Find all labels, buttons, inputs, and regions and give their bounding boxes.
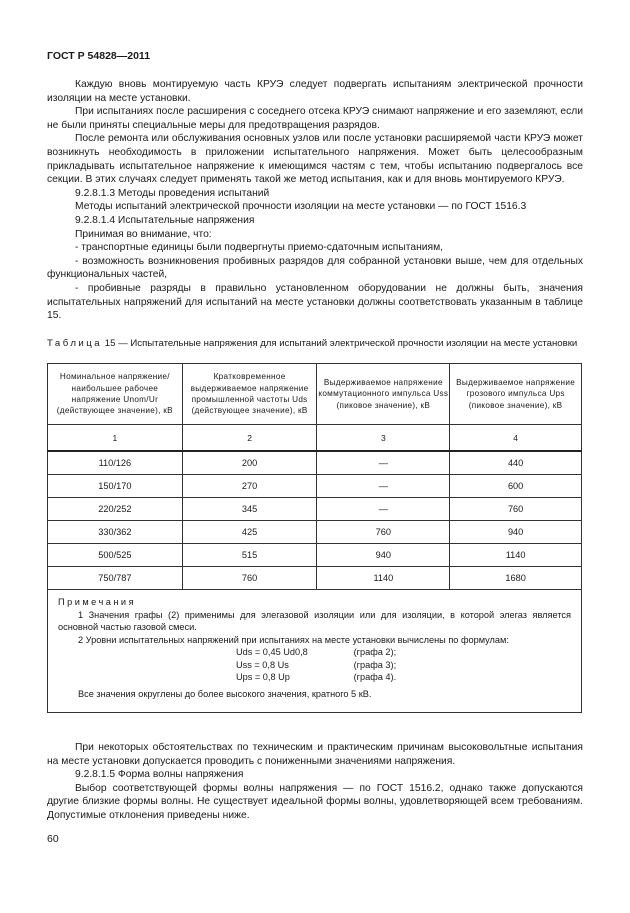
table-header-row bbox=[48, 364, 582, 425]
table-cell: 270 bbox=[182, 475, 317, 498]
table-cell: 220/252 bbox=[48, 498, 183, 521]
table-caption bbox=[47, 338, 583, 350]
list-item: - пробивные разряды в правильно установленном оборудовании не должны быть, значения испытательных напряжений для испытаний на месте установки должны соответствовать указанным в таблице 15. bbox=[47, 282, 583, 322]
table-cell: 345 bbox=[182, 498, 317, 521]
column-header: Выдерживаемое напряжение грозового импульса Ups (пиковое значение), кВ bbox=[450, 364, 582, 425]
table-cell: 150/170 bbox=[48, 475, 183, 498]
table-row bbox=[48, 475, 582, 498]
table-cell: 425 bbox=[182, 521, 317, 544]
table-row bbox=[48, 451, 582, 475]
table-cell: 330/362 bbox=[48, 521, 183, 544]
note-1: 1 Значения графы (2) применимы для элегазовой изоляции или для изоляции, в которой элегаз является основной частью газовой смеси. bbox=[58, 609, 571, 632]
list-item: - транспортные единицы были подвергнуты приемо-сдаточным испытаниям, bbox=[75, 242, 444, 254]
table-cell: 200 bbox=[182, 451, 317, 475]
table-notes bbox=[48, 590, 582, 713]
paragraph: При некоторых обстоятельствах по техническим и практическим причинам высоковольтные испытания на месте установки допускается проводить с пониженными значениями напряжения. bbox=[47, 742, 583, 767]
table-cell: — bbox=[317, 498, 450, 521]
list-item: - возможность возникновения пробивных разрядов для собранной установки выше, чем для отдельных функциональных частей, bbox=[47, 255, 583, 281]
column-number: 2 bbox=[182, 425, 317, 452]
test-voltage-table bbox=[47, 363, 582, 713]
column-number-row bbox=[48, 425, 582, 452]
formula: Uss = 0,8 Us bbox=[236, 659, 289, 670]
table-cell: 1140 bbox=[317, 567, 450, 590]
paragraph: Принимая во внимание, что: bbox=[75, 228, 212, 240]
table-row bbox=[48, 567, 582, 590]
table-cell: — bbox=[317, 475, 450, 498]
paragraph: Каждую вновь монтируемую часть КРУЭ следует подвергать испытаниям электрической прочности изоляции на месте установки. bbox=[47, 79, 583, 104]
section-heading: 9.2.8.1.4 Испытательные напряжения bbox=[75, 214, 255, 226]
table-cell: 440 bbox=[450, 451, 582, 475]
column-number: 3 bbox=[317, 425, 450, 452]
note-2: 2 Уровни испытательных напряжений при испытаниях на месте установки вычислены по формулам: bbox=[78, 634, 509, 645]
table-row bbox=[48, 498, 582, 521]
closing-text bbox=[47, 741, 583, 823]
notes-title: Примечания bbox=[58, 597, 137, 607]
document-header: ГОСТ Р 54828—2011 bbox=[47, 50, 151, 62]
note-rounding: Все значения округлены до более высокого значения, кратного 5 кВ. bbox=[78, 688, 372, 699]
table-cell: — bbox=[317, 451, 450, 475]
formula-line bbox=[236, 659, 571, 672]
formula-ref: (графа 4). bbox=[353, 672, 397, 682]
formula: Ups = 0,8 Up bbox=[236, 672, 290, 682]
paragraph: После ремонта или обслуживания основных узлов или после установки расширяемой части КРУЭ может возникнуть необходимость в приложении испытательного напряжения. Может быть целесообразным прикладывать испытательное напряжение к имеющимся частям с тем, чтобы испытанию подвергалось все секции. В этих случаях следует применять такой же метод испытания, как и для вновь монтируемого КРУЭ. bbox=[47, 133, 583, 186]
section-heading: 9.2.8.1.3 Методы проведения испытаний bbox=[75, 187, 270, 199]
table-cell: 760 bbox=[182, 567, 317, 590]
paragraph: Методы испытаний электрической прочности изоляции на месте установки — по ГОСТ 1516.3 bbox=[75, 201, 527, 213]
column-number: 4 bbox=[450, 425, 582, 452]
table-cell: 110/126 bbox=[48, 451, 183, 475]
table-cell: 600 bbox=[450, 475, 582, 498]
table-cell: 940 bbox=[317, 544, 450, 567]
formula-ref: (графа 3); bbox=[353, 659, 397, 670]
formula-line bbox=[236, 671, 571, 684]
paragraph: При испытаниях после расширения с соседнего отсека КРУЭ снимают напряжение и его заземляют, если не были приняты специальные меры для предотвращения разрядов. bbox=[47, 106, 583, 131]
column-header: Кратковременное выдерживаемое напряжение промышленной частоты Uds (действующее значение), кВ bbox=[182, 364, 317, 425]
column-header: Выдерживаемое напряжение коммутационного импульса Uss (пиковое значение), кВ bbox=[317, 364, 450, 425]
formula-ref: (графа 2); bbox=[353, 647, 397, 657]
table-cell: 1140 bbox=[450, 544, 582, 567]
table-caption-label: Таблица bbox=[47, 338, 103, 349]
table-cell: 940 bbox=[450, 521, 582, 544]
page-number: 60 bbox=[47, 833, 59, 845]
column-header: Номинальное напряжение/ наибольшее рабочее напряжение Unom/Ur (действующее значение), кВ bbox=[48, 364, 183, 425]
table-cell: 500/525 bbox=[48, 544, 183, 567]
table-row bbox=[48, 544, 582, 567]
table-cell: 1680 bbox=[450, 567, 582, 590]
table-cell: 515 bbox=[182, 544, 317, 567]
table-row bbox=[48, 521, 582, 544]
formula-line bbox=[236, 646, 571, 659]
table-cell: 750/787 bbox=[48, 567, 183, 590]
formula: Uds = 0,45 Ud0,8 bbox=[236, 647, 308, 657]
table-caption-text: 15 — Испытательные напряжения для испытаний электрической прочности изоляции на месте установки bbox=[104, 338, 578, 349]
table-notes-row bbox=[48, 590, 582, 713]
section-heading: 9.2.8.1.5 Форма волны напряжения bbox=[75, 769, 244, 781]
paragraph: Выбор соответствующей формы волны напряжения — по ГОСТ 1516.2, однако также допускаются другие близкие формы волны. Не существует идеальной формы волны, удовлетворяющей всем требованиям. Допустимые отклонения приведены ниже. bbox=[47, 782, 583, 821]
column-number: 1 bbox=[48, 425, 183, 452]
intro-text bbox=[47, 78, 583, 323]
table-cell: 760 bbox=[317, 521, 450, 544]
table-cell: 760 bbox=[450, 498, 582, 521]
